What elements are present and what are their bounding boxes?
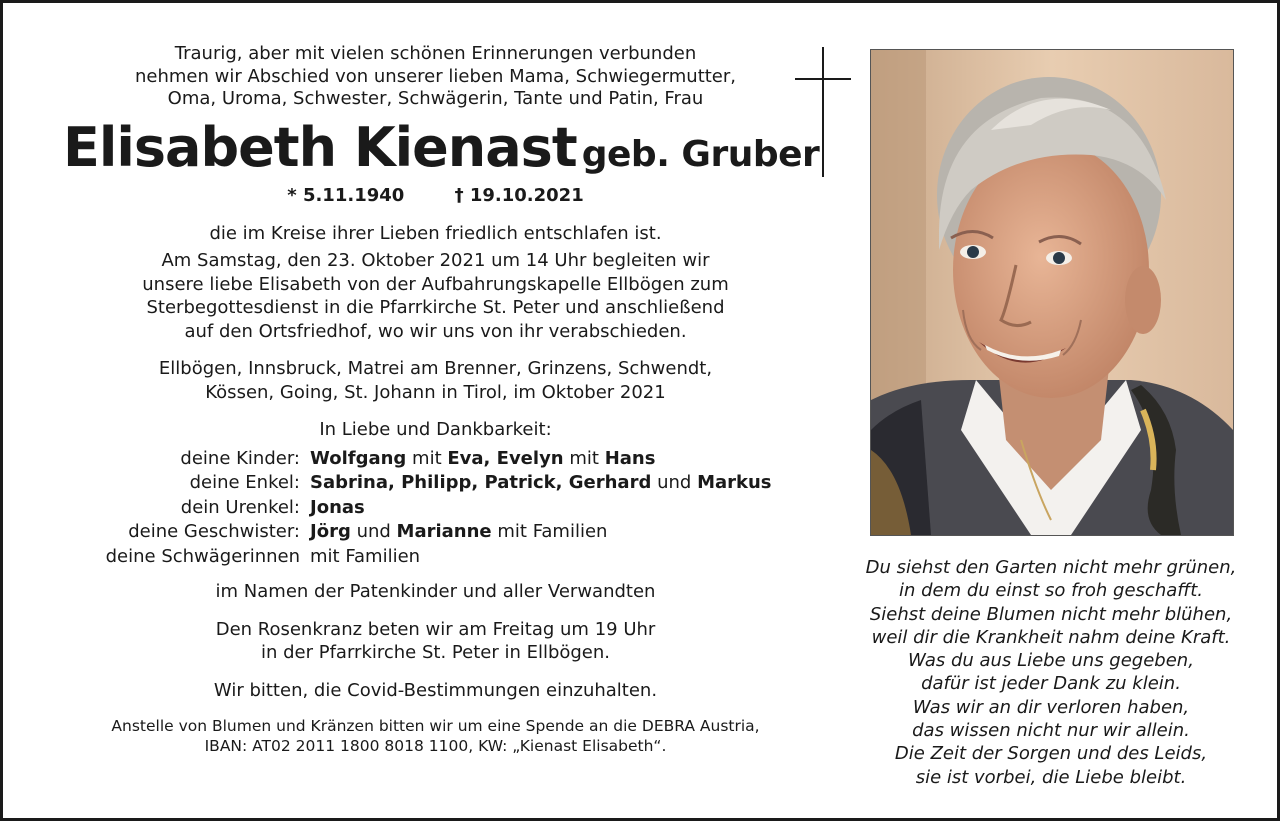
grandchild-names: Sabrina, Philipp, Patrick, Gerhard [310,472,652,493]
family-label: deine Geschwister: [128,521,300,542]
great-grandchild-name: Jonas [310,496,365,518]
places-text [63,357,808,404]
deceased-name: Elisabeth Kienast [63,115,577,179]
passed-away-text: die im Kreise ihrer Lieben friedlich entschlafen ist. [209,222,662,244]
family-value: mit Familien [310,545,421,567]
on-behalf-text: im Namen der Patenkinder und aller Verwandten [215,581,656,602]
connector-word: mit [569,447,599,469]
child-name: Hans [604,447,656,469]
poem-line: Was du aus Liebe uns gegeben, [908,650,1194,672]
death-date: † 19.10.2021 [454,184,584,206]
life-dates [63,184,808,208]
obituary-text-column [63,43,820,756]
family-row-children [63,447,808,472]
portrait-photo [870,49,1234,536]
family-label: deine Kinder: [180,447,300,469]
poem-line: Was wir an dir verloren haben, [912,696,1190,718]
connector-word: mit Familien [497,521,608,542]
donation-notice [63,716,808,756]
connector-word: mit [412,447,442,469]
sibling-name: Jörg [310,521,351,542]
family-row-great-grandchild [63,496,808,521]
intro-line: Traurig, aber mit vielen schönen Erinnerungen verbunden [174,43,697,64]
poem-line: sie ist vorbei, die Liebe bleibt. [915,766,1187,788]
intro-line: nehmen wir Abschied von unserer lieben Mama, Schwiegermutter, [134,65,737,87]
rosary-text [63,618,808,665]
maiden-name: geb. Gruber [581,133,820,175]
poem [841,556,1261,789]
poem-line: das wissen nicht nur wir allein. [912,720,1190,742]
poem-line: dafür ist jeder Dank zu klein. [921,673,1181,695]
child-name: Wolfgang [310,447,407,469]
portrait-image [871,50,1233,535]
birth-date: * 5.11.1940 [287,184,405,206]
funeral-line: auf den Ortsfriedhof, wo wir uns von ihr verabschieden. [184,320,687,342]
cross-icon [795,47,851,177]
rosary-line: in der Pfarrkirche St. Peter in Ellbögen. [260,642,611,663]
funeral-line: Am Samstag, den 23. Oktober 2021 um 14 Uhr begleiten wir [161,250,710,271]
intro-line: Oma, Uroma, Schwester, Schwägerin, Tante und Patin, Frau [167,88,704,109]
poem-line: Siehst deine Blumen nicht mehr blühen, [869,603,1233,625]
donation-line: IBAN: AT02 2011 1800 8018 1100, KW: „Kienast Elisabeth“. [204,737,667,755]
family-value [310,471,772,496]
connector-word: und [657,472,692,493]
covid-notice: Wir bitten, die Covid-Bestimmungen einzuhalten. [213,679,658,701]
child-name: Eva, Evelyn [447,447,564,469]
poem-line: weil dir die Krankheit nahm deine Kraft. [871,626,1231,648]
sibling-name: Marianne [396,521,492,542]
poem-line: Du siehst den Garten nicht mehr grünen, [865,557,1237,578]
poem-line: in dem du einst so froh geschafft. [898,580,1204,602]
family-row-in-laws [63,545,808,570]
funeral-text [63,249,808,343]
family-row-grandchildren [63,471,808,496]
deceased-name-row [63,115,820,181]
family-list [63,447,808,570]
rosary-line: Den Rosenkranz beten wir am Freitag um 19 Uhr [215,618,656,640]
family-row-siblings [63,520,808,545]
family-label: deine Enkel: [189,472,300,493]
gratitude-text: In Liebe und Dankbarkeit: [319,419,552,440]
places-line: Ellbögen, Innsbruck, Matrei am Brenner, Grinzens, Schwendt, [158,358,713,379]
family-value [310,496,365,521]
places-line: Kössen, Going, St. Johann in Tirol, im Oktober 2021 [205,381,666,403]
funeral-line: unsere liebe Elisabeth von der Aufbahrungskapelle Ellbögen zum [142,273,729,295]
connector-word: und [356,521,391,542]
intro-text [63,43,808,111]
family-label: deine Schwägerinnen [105,545,300,567]
funeral-line: Sterbegottesdienst in die Pfarrkirche St. Peter und anschließend [146,297,725,318]
family-value [310,520,607,545]
grandchild-name: Markus [697,472,772,493]
donation-line: Anstelle von Blumen und Kränzen bitten wir um eine Spende an die DEBRA Austria, [111,717,760,735]
poem-line: Die Zeit der Sorgen und des Leids, [894,743,1208,765]
family-label: dein Urenkel: [180,496,300,518]
family-value [310,447,655,472]
